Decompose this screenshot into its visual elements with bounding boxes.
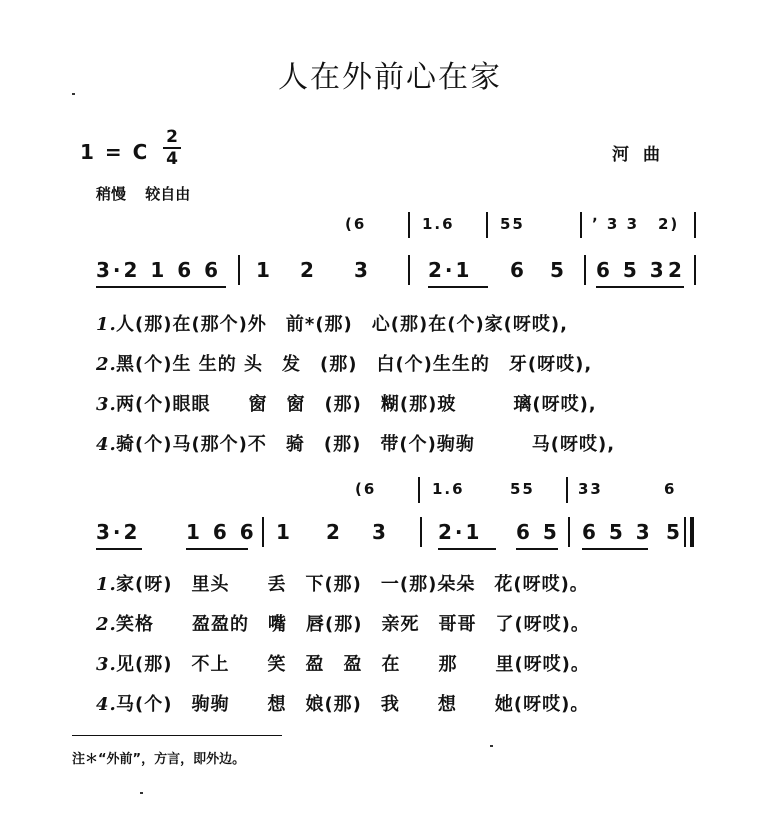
bar-line xyxy=(238,255,240,285)
beam-underline xyxy=(96,548,142,550)
melody-2-g: 6 5 xyxy=(516,520,560,544)
verse-number: 1. xyxy=(96,574,117,595)
key-signature: 1 = C xyxy=(80,140,150,164)
acc-bar xyxy=(408,212,410,238)
beam-underline xyxy=(438,548,496,550)
lyric-row xyxy=(96,570,589,596)
bar-line xyxy=(262,517,264,547)
melody-2-h: 6 5 3 xyxy=(582,520,653,544)
melody-1-b: 1 xyxy=(256,258,273,282)
melody-2-f: 2·1 xyxy=(438,520,483,544)
acc-2-a: (6 xyxy=(355,480,377,498)
acc-1-c: 55 xyxy=(500,215,525,233)
final-bar-thick xyxy=(690,517,694,547)
footnote: 注＊“外前”，方言，即外边。 xyxy=(72,752,246,767)
scan-speck xyxy=(140,792,143,794)
lyric-row xyxy=(96,650,590,676)
melody-1-d: 3 xyxy=(354,258,371,282)
lyric-row xyxy=(96,390,597,416)
verse-number: 2. xyxy=(96,354,117,375)
lyric-text: 黑(个)生 生的 头 发 (那) 白(个)生生的 牙(呀哎), xyxy=(116,354,593,375)
melody-1-a: 3·2 1 6 6 xyxy=(96,258,222,282)
meter-bottom: 4 xyxy=(166,149,178,169)
melody-1-e: 2·1 xyxy=(428,258,473,282)
lyric-row xyxy=(96,310,568,336)
lyric-row xyxy=(96,350,592,376)
acc-bar xyxy=(580,212,582,238)
lyric-text: 马(个) 驹驹 想 娘(那) 我 想 她(呀哎)。 xyxy=(116,694,590,715)
beam-underline xyxy=(582,548,648,550)
beam-underline xyxy=(186,548,248,550)
melody-1-h: 6 5 3 xyxy=(596,258,667,282)
acc-2-d: 33 xyxy=(578,480,603,498)
melody-2-a: 3·2 xyxy=(96,520,141,544)
lyric-text: 见(那) 不上 笑 盈 盈 在 那 里(呀哎)。 xyxy=(116,654,590,675)
meter-top: 2 xyxy=(166,127,178,147)
acc-1-d: ʼ 3 3 xyxy=(592,215,640,233)
bar-line xyxy=(420,517,422,547)
acc-1-a: (6 xyxy=(345,215,367,233)
melody-1-i: 2 xyxy=(668,258,685,282)
verse-number: 4. xyxy=(96,434,117,455)
beam-underline xyxy=(428,286,488,288)
verse-number: 3. xyxy=(96,654,117,675)
verse-number: 1. xyxy=(96,314,117,335)
final-bar-thin xyxy=(684,517,686,547)
melody-2-b: 1 6 6 xyxy=(186,520,257,544)
lyric-text: 人(那)在(那个)外 前*(那) 心(那)在(个)家(呀哎), xyxy=(116,314,568,335)
lyric-text: 笑格 盈盈的 嘴 唇(那) 亲死 哥哥 了(呀哎)。 xyxy=(116,614,590,635)
time-signature xyxy=(163,128,181,168)
bar-line xyxy=(568,517,570,547)
beam-underline xyxy=(516,548,558,550)
acc-1-e: 2) xyxy=(658,215,680,233)
lyric-row xyxy=(96,430,615,456)
lyric-text: 骑(个)马(那个)不 骑 (那) 带(个)驹驹 马(呀哎), xyxy=(116,434,616,455)
melody-2-c: 1 xyxy=(276,520,293,544)
tempo-word-1: 稍慢 xyxy=(96,185,127,203)
melody-1-c: 2 xyxy=(300,258,317,282)
bar-line xyxy=(584,255,586,285)
acc-bar xyxy=(694,212,696,238)
song-title: 人在外前心在家 xyxy=(278,60,502,95)
scan-speck xyxy=(490,745,493,747)
composer-label: 河曲 xyxy=(612,145,674,165)
acc-bar xyxy=(566,477,568,503)
beam-underline xyxy=(596,286,684,288)
beam-underline xyxy=(96,286,226,288)
verse-number: 4. xyxy=(96,694,117,715)
lyric-text: 家(呀) 里头 丢 下(那) 一(那)朵朵 花(呀哎)。 xyxy=(116,574,589,595)
acc-1-b: 1.6 xyxy=(422,215,455,233)
lyric-text: 两(个)眼眼 窗 窗 (那) 糊(那)玻 璃(呀哎), xyxy=(116,394,597,415)
bar-line xyxy=(694,255,696,285)
footnote-rule xyxy=(72,735,282,736)
tempo-marking xyxy=(96,183,204,204)
lyric-row xyxy=(96,610,590,636)
melody-2-d: 2 xyxy=(326,520,343,544)
verse-number: 2. xyxy=(96,614,117,635)
acc-bar xyxy=(486,212,488,238)
melody-2-e: 3 xyxy=(372,520,389,544)
acc-2-e: 6 xyxy=(664,480,677,498)
acc-2-b: 1.6 xyxy=(432,480,465,498)
acc-2-c: 55 xyxy=(510,480,535,498)
tempo-word-2: 较自由 xyxy=(145,185,191,203)
acc-bar xyxy=(418,477,420,503)
lyric-row xyxy=(96,690,589,716)
melody-1-f: 6 xyxy=(510,258,527,282)
verse-number: 3. xyxy=(96,394,117,415)
melody-2-i: 5 xyxy=(666,520,683,544)
scan-speck xyxy=(72,93,75,95)
melody-1-g: 5 xyxy=(550,258,567,282)
bar-line xyxy=(408,255,410,285)
